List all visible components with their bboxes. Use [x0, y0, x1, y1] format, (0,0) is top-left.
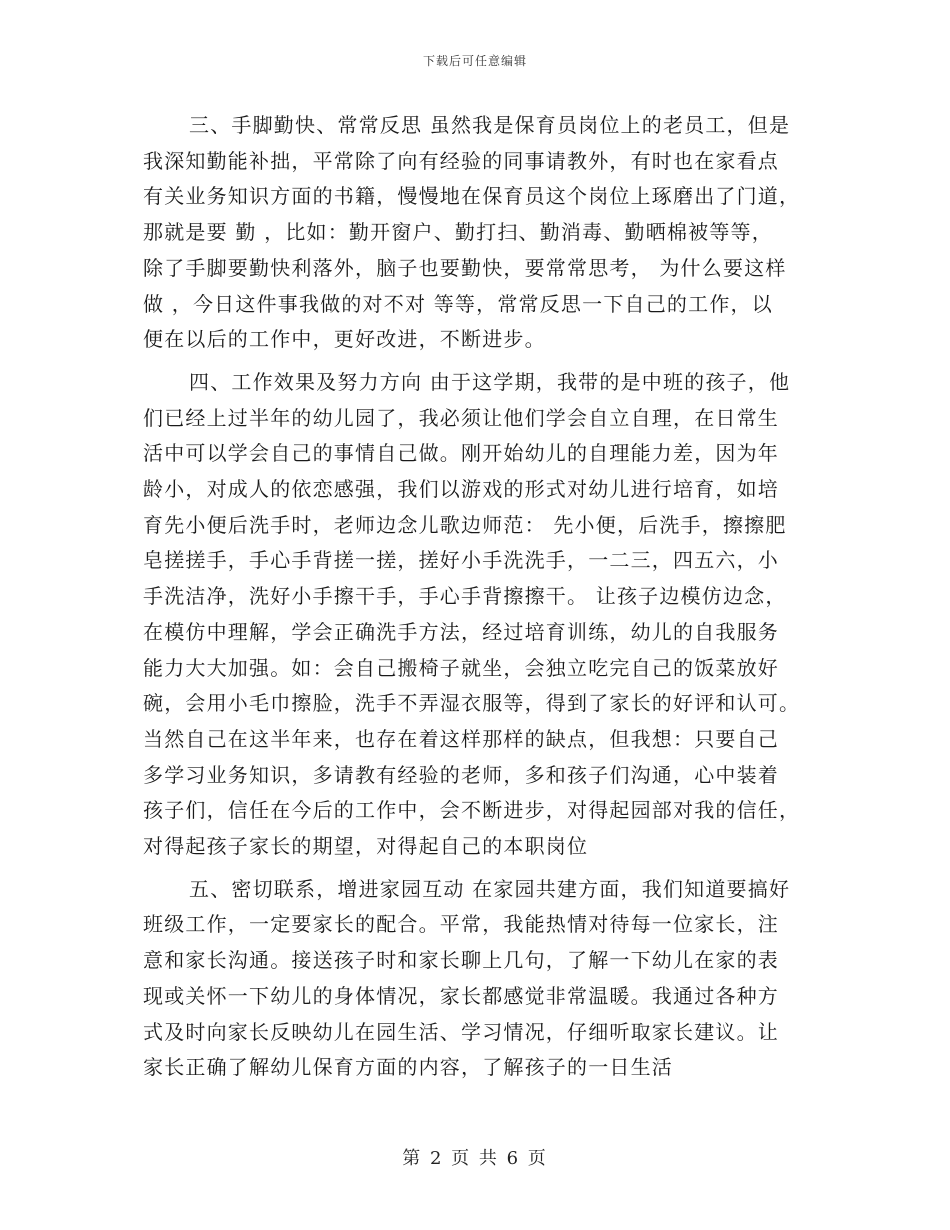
text-line: 当然自己在这半年来，也存在着这样那样的缺点，但我想：只要自己 — [143, 726, 779, 751]
text-line: 手洗洁净，洗好小手擦干手，手心手背擦擦干。 让孩子边模仿边念， — [143, 584, 787, 609]
text-line: 龄小，对成人的依恋感强，我们以游戏的形式对幼儿进行培育，如培 — [143, 477, 779, 502]
text-line: 多学习业务知识，多请教有经验的老师，多和孩子们沟通，心中装着 — [143, 762, 779, 787]
text-line: 三、手脚勤快、常常反思 虽然我是保育员岗位上的老员工，但是 — [189, 113, 791, 137]
text-line: 那就是要 勤 ，比如：勤开窗户、勤打扫、勤消毒、勤晒棉被等等， — [143, 220, 773, 245]
text-line: 皂搓搓手，手心手背搓一搓，搓好小手洗洗手，一二三，四五六，小 — [143, 548, 779, 573]
text-line: 四、工作效果及努力方向 由于这学期，我带的是中班的孩子，他 — [189, 369, 791, 394]
text-line: 除了手脚要勤快利落外，脑子也要勤快，要常常思考， 为什么要这样 — [143, 255, 787, 280]
text-line: 在模仿中理解，学会正确洗手方法，经过培育训练，幼儿的自我服务 — [143, 619, 779, 644]
text-line: 能力大大加强。如：会自己搬椅子就坐，会独立吃完自己的饭菜放好 — [143, 655, 779, 680]
text-line: 有关业务知识方面的书籍，慢慢地在保育员这个岗位上琢磨出了门道， — [143, 184, 801, 209]
page-header: 下载后可任意编辑 — [422, 54, 527, 68]
text-line: 意和家长沟通。接送孩子时和家长聊上几句，了解一下幼儿在家的表 — [143, 948, 779, 973]
text-line: 碗，会用小毛巾擦脸，洗手不弄湿衣服等，得到了家长的好评和认可。 — [143, 691, 801, 716]
text-line: 们已经上过半年的幼儿园了，我必须让他们学会自立自理，在日常生 — [143, 405, 779, 430]
text-line: 家长正确了解幼儿保育方面的内容，了解孩子的一日生活 — [143, 1055, 673, 1080]
text-line: 式及时向家长反映幼儿在园生活、学习情况，仔细听取家长建议。让 — [143, 1019, 779, 1044]
text-line: 现或关怀一下幼儿的身体情况，家长都感觉非常温暖。我通过各种方 — [143, 983, 779, 1008]
text-line: 五、密切联系，增进家园互动 在家园共建方面，我们知道要搞好 — [189, 876, 791, 901]
text-line: 我深知勤能补拙，平常除了向有经验的同事请教外，有时也在家看点 — [143, 148, 779, 173]
text-line: 育先小便后洗手时，老师边念儿歌边师范： 先小便，后洗手，擦擦肥 — [143, 512, 787, 537]
text-line: 便在以后的工作中，更好改进，不断进步。 — [143, 327, 546, 352]
text-line: 活中可以学会自己的事情自己做。刚开始幼儿的自理能力差，因为年 — [143, 441, 779, 466]
paragraph-section-4 — [143, 365, 808, 865]
page-number-footer: 第 2 页 共 6 页 — [402, 1148, 548, 1169]
text-line: 对得起孩子家长的期望，对得起自己的本职岗位 — [143, 834, 589, 859]
text-line: 孩子们，信任在今后的工作中，会不断进步，对得起园部对我的信任， — [143, 798, 801, 823]
text-line: 做 ，今日这件事我做的对不对 等等，常常反思一下自己的工作，以 — [143, 291, 773, 316]
paragraph-section-3 — [143, 108, 808, 358]
document-body — [143, 108, 808, 1086]
paragraph-section-5 — [143, 872, 808, 1086]
text-line: 班级工作，一定要家长的配合。平常，我能热情对待每一位家长，注 — [143, 912, 779, 937]
